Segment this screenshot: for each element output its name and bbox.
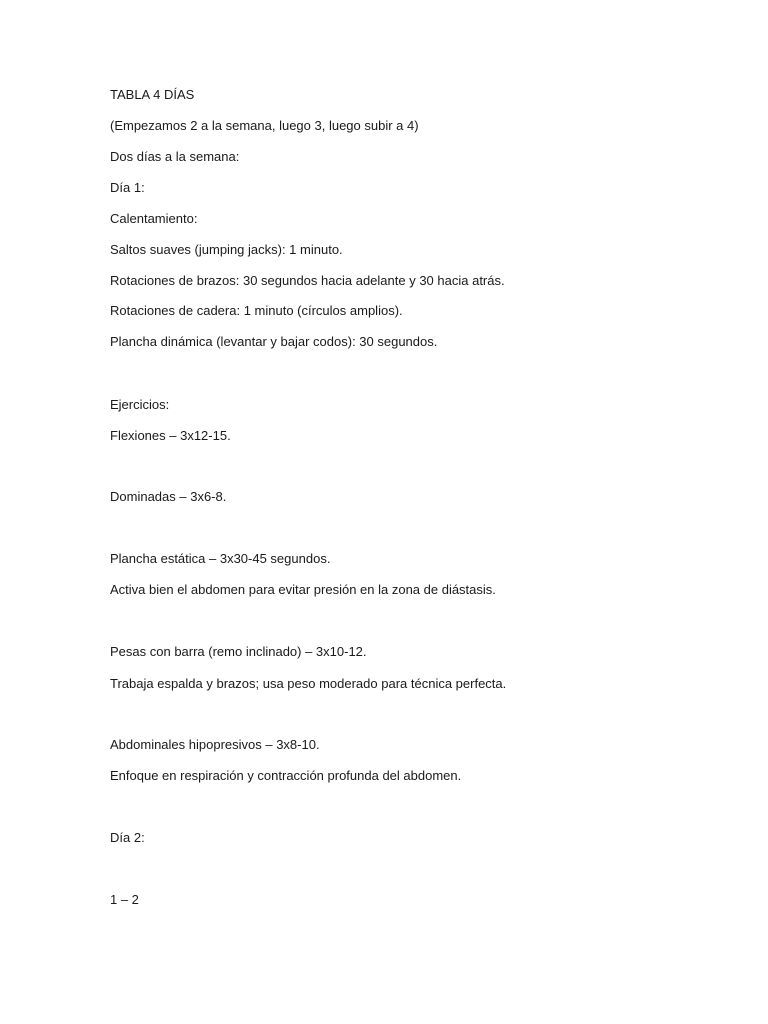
text-line: Plancha dinámica (levantar y bajar codos): 30 segundos. bbox=[110, 334, 438, 349]
day-heading: Día 1: bbox=[110, 180, 145, 195]
document-subtitle: (Empezamos 2 a la semana, luego 3, luego subir a 4) bbox=[110, 118, 419, 133]
text-line: Saltos suaves (jumping jacks): 1 minuto. bbox=[110, 242, 343, 257]
document-title: TABLA 4 DÍAS bbox=[110, 87, 195, 102]
section-heading: Calentamiento: bbox=[110, 211, 198, 226]
text-line: Dos días a la semana: bbox=[110, 149, 240, 164]
text-line: Flexiones – 3x12-15. bbox=[110, 428, 231, 443]
text-line: Abdominales hipopresivos – 3x8-10. bbox=[110, 737, 320, 752]
day-heading: Día 2: bbox=[110, 830, 145, 845]
text-line: Enfoque en respiración y contracción profunda del abdomen. bbox=[110, 768, 462, 783]
text-line: 1 – 2 bbox=[110, 892, 139, 907]
text-line: Pesas con barra (remo inclinado) – 3x10-12. bbox=[110, 644, 367, 659]
text-line: Plancha estática – 3x30-45 segundos. bbox=[110, 551, 331, 566]
text-line: Dominadas – 3x6-8. bbox=[110, 489, 227, 504]
text-line: Rotaciones de brazos: 30 segundos hacia adelante y 30 hacia atrás. bbox=[110, 273, 505, 288]
text-line: Rotaciones de cadera: 1 minuto (círculos amplios). bbox=[110, 303, 403, 318]
text-line: Trabaja espalda y brazos; usa peso moderado para técnica perfecta. bbox=[110, 676, 507, 691]
text-line: Activa bien el abdomen para evitar presión en la zona de diástasis. bbox=[110, 582, 496, 597]
section-heading: Ejercicios: bbox=[110, 397, 170, 412]
